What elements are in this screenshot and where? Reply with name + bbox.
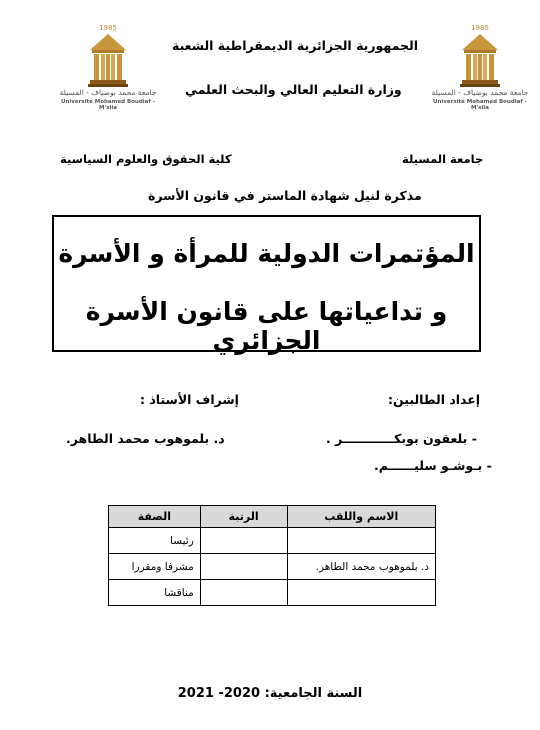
republic-heading: الجمهورية الجزائرية الديمقراطية الشعبة <box>172 38 418 53</box>
faculty-name: كلية الحقوق والعلوم السياسية <box>60 152 232 166</box>
students-label: إعداد الطالبين: <box>388 392 481 407</box>
supervisor-name: د. بلموهوب محمد الطاهر. <box>66 431 225 446</box>
cell-rank <box>200 528 287 554</box>
table-row <box>109 554 436 580</box>
column-header-name: الاسم واللقب <box>287 506 435 528</box>
academic-year: السنة الجامعية: 2020- 2021 <box>177 686 363 701</box>
table-row <box>109 580 436 606</box>
cell-name: د. بلموهوب محمد الطاهر. <box>287 554 435 580</box>
logo-name-arabic: جامعة محمد بوضياف - المسيلة <box>59 88 157 97</box>
student-name-2: - بـوشـو سليــــــم. <box>374 458 492 473</box>
table-header-row <box>109 506 436 528</box>
cell-name <box>287 580 435 606</box>
logo-name-french: Université Mohamed Boudiaf - M'sila <box>61 99 155 111</box>
logo-year: 1985 <box>471 24 489 32</box>
cell-role: مناقشا <box>109 580 201 606</box>
logo-name-arabic: جامعة محمد بوضياف - المسيلة <box>431 88 529 97</box>
memo-subtitle: مذكرة لنيل شهادة الماستر في قانون الأسرة <box>148 188 422 203</box>
column-header-rank: الرتبة <box>200 506 287 528</box>
logo-name-french: Université Mohamed Boudiaf - M'sila <box>433 99 527 111</box>
student-name-1: - بلعقون بوبكــــــــــــر . <box>326 431 477 446</box>
thesis-title-line-2: و تداعياتها على قانون الأسرة الجزائري <box>85 297 448 355</box>
thesis-title-line-1: المؤتمرات الدولية للمرأة و الأسرة <box>58 239 475 268</box>
ministry-heading: وزارة التعليم العالي والبحث العلمي <box>185 82 402 97</box>
university-emblem-icon <box>88 32 128 88</box>
cell-role: رئيسا <box>109 528 201 554</box>
thesis-title-box <box>52 215 481 355</box>
jury-table <box>108 505 436 606</box>
logo-year: 1985 <box>99 24 117 32</box>
university-name: جامعة المسيلة <box>402 152 484 166</box>
cell-name <box>287 528 435 554</box>
university-logo-right <box>430 24 530 114</box>
cell-rank <box>200 554 287 580</box>
supervisor-label: إشراف الأستاذ : <box>140 392 239 407</box>
cell-rank <box>200 580 287 606</box>
cell-role: مشرفا ومقررا <box>109 554 201 580</box>
table-row <box>109 528 436 554</box>
column-header-role: الصفة <box>109 506 201 528</box>
university-emblem-icon <box>460 32 500 88</box>
university-logo-left <box>58 24 158 114</box>
